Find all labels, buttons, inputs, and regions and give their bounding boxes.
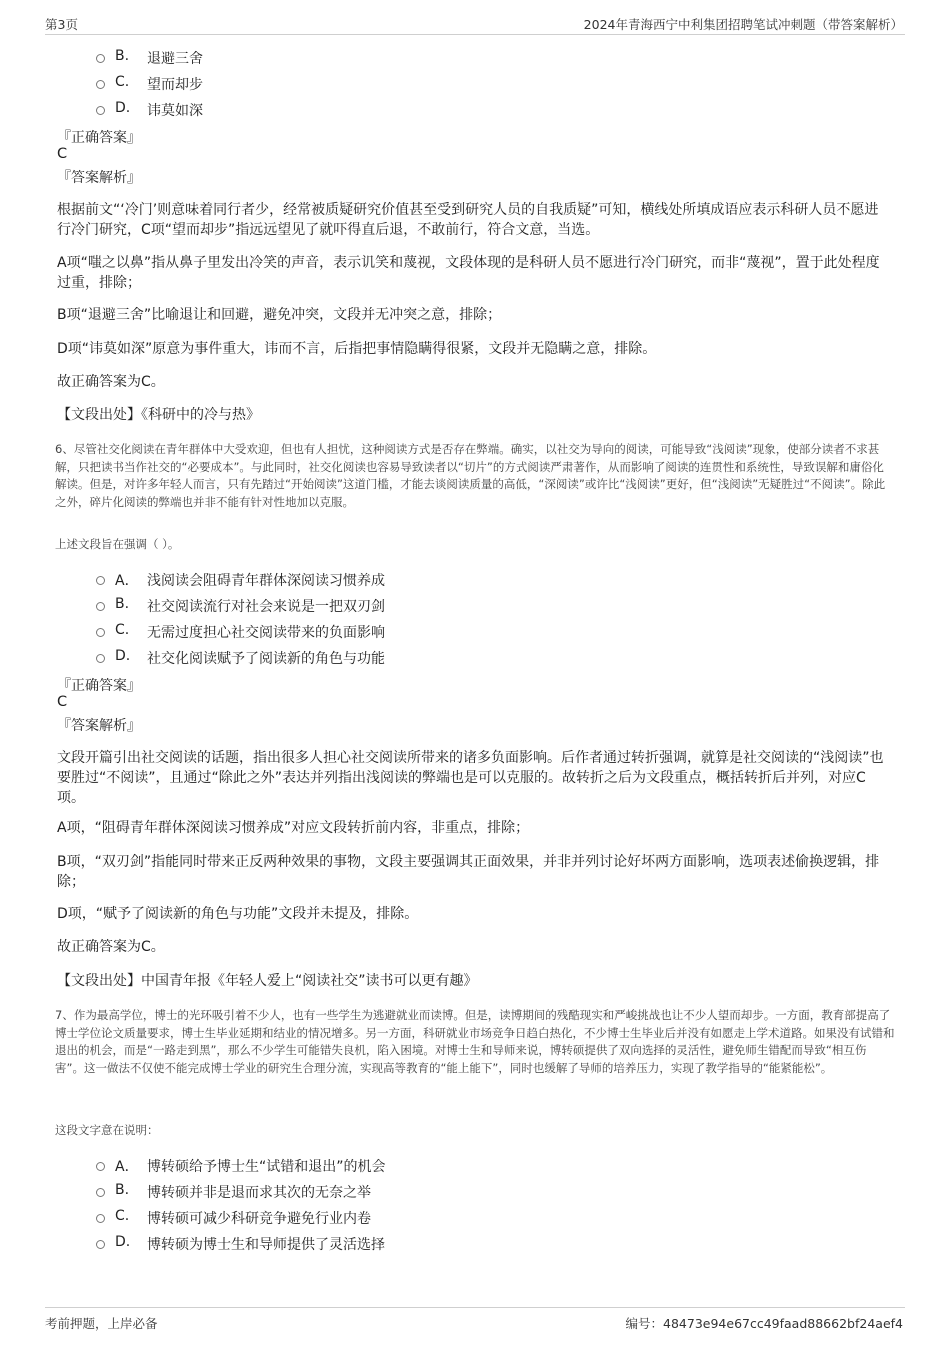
radio-button[interactable] [96,628,105,637]
analysis-paragraph: A项，“阻碍青年群体深阅读习惯养成”对应文段转折前内容，非重点，排除； [57,820,530,836]
question-text: 7、作为最高学位，博士的光环吸引着不少人，也有一些学生为逃避就业而读博。但是，读博期间的残酷现实和严峻挑战也让不少人望而却步。一方面，教育部提高了博士学位论文质量要求，博士生毕业延期和结业的情况增多。另一方面，科研就业市场竞争日趋白热化，不少博士生毕业后并没有如愿走上学术道路。如果没有试错和退出的机会，而是“一路走到黑”，那么不少学生可能错失良机，陷入困境。对博士生和导师来说，博转硕提供了双向选择的灵活性，避免师生错配而导致“相互伤害”。这一做法不仅使不能完成博士学业的研究生合理分流，实现高等教育的“能上能下”，同时也缓解了导师的培养压力，实现了教学指导的“能紧能松”。 [55,1008,895,1075]
radio-button[interactable] [96,54,105,63]
analysis-paragraph: B项“退避三舍”比喻退让和回避，避免冲突，文段并无冲突之意，排除； [57,307,502,323]
correct-answer: C [57,146,68,162]
question-stem: 上述文段旨在强调（ ）。 [55,537,180,551]
analysis-paragraph: D项“讳莫如深”原意为事件重大，讳而不言，后指把事情隐瞒得很紧，文段并无隐瞒之意，排除。 [57,341,657,357]
radio-button[interactable] [96,106,105,115]
radio-button[interactable] [96,1240,105,1249]
analysis-paragraph: 根据前文“‘冷门’则意味着同行者少，经常被质疑研究价值甚至受到研究人员的自我质疑”可知，横线处所填成语应表示科研人员不愿进行冷门研究，C项“望而却步”指远远望见了就吓得直后退，不敢前行，符合文意，当选。 [57,202,879,238]
analysis-label: 『答案解析』 [57,170,141,186]
page-header [45,12,905,35]
radio-button[interactable] [96,654,105,663]
analysis-paragraph: A项“嗤之以鼻”指从鼻子里发出冷笑的声音，表示讥笑和蔑视，文段体现的是科研人员不愿进行冷门研究，而非“蔑视”，置于此处程度过重，排除； [57,255,880,291]
radio-button[interactable] [96,1214,105,1223]
analysis-paragraph: 故正确答案为C。 [57,939,165,955]
correct-answer-label: 『正确答案』 [57,678,141,694]
analysis-label: 『答案解析』 [57,718,141,734]
footer-slogan: 考前押题，上岸必备 [45,1316,158,1331]
radio-button[interactable] [96,1162,105,1171]
radio-button[interactable] [96,602,105,611]
correct-answer-label: 『正确答案』 [57,130,141,146]
radio-button[interactable] [96,80,105,89]
question-text: 6、尽管社交化阅读在青年群体中大受欢迎，但也有人担忧，这种阅读方式是否存在弊端。确实，以社交为导向的阅读，可能导致“浅阅读”现象，使部分读者不求甚解，只把读书当作社交的“必要成本”。与此同时，社交化阅读也容易导致读者以“切片”的方式阅读严肃著作，从而影响了阅读的连贯性和系统性，导致误解和庸俗化解读。但是，对许多年轻人而言，只有先踏过“开始阅读”这道门槛，才能去谈阅读质量的高低，“深阅读”或许比“浅阅读”更好，但“浅阅读”无疑胜过“不阅读”。除此之外，碎片化阅读的弊端也并非不能有针对性地加以克服。 [55,442,886,509]
analysis-paragraph: 文段开篇引出社交阅读的话题，指出很多人担心社交阅读所带来的诸多负面影响。后作者通过转折强调，就算是社交阅读的“浅阅读”也要胜过“不阅读”，且通过“除此之外”表达并列指出浅阅读的弊端也是可以克服的。故转折之后为文段重点，概括转折后并列，对应C项。 [57,750,884,806]
analysis-paragraph: 故正确答案为C。 [57,374,165,390]
source-citation: 【文段出处】《科研中的冷与热》 [57,407,260,423]
radio-button[interactable] [96,1188,105,1197]
document-title: 2024年青海西宁中利集团招聘笔试冲刺题（带答案解析） [583,17,903,32]
page-number: 第3页 [45,17,78,32]
document-id: 编号：48473e94e67cc49faad88662bf24aef4 [625,1316,903,1331]
source-citation: 【文段出处】中国青年报《年轻人爱上“阅读社交”读书可以更有趣》 [57,973,478,989]
page-footer [45,1307,905,1338]
radio-button[interactable] [96,576,105,585]
analysis-paragraph: D项，“赋予了阅读新的角色与功能”文段并未提及，排除。 [57,906,419,922]
analysis-paragraph: B项，“双刃剑”指能同时带来正反两种效果的事物，文段主要强调其正面效果，并非并列讨论好坏两方面影响，选项表述偷换逻辑，排除； [57,854,880,890]
correct-answer: C [57,694,68,710]
question-stem: 这段文字意在说明： [55,1123,159,1137]
